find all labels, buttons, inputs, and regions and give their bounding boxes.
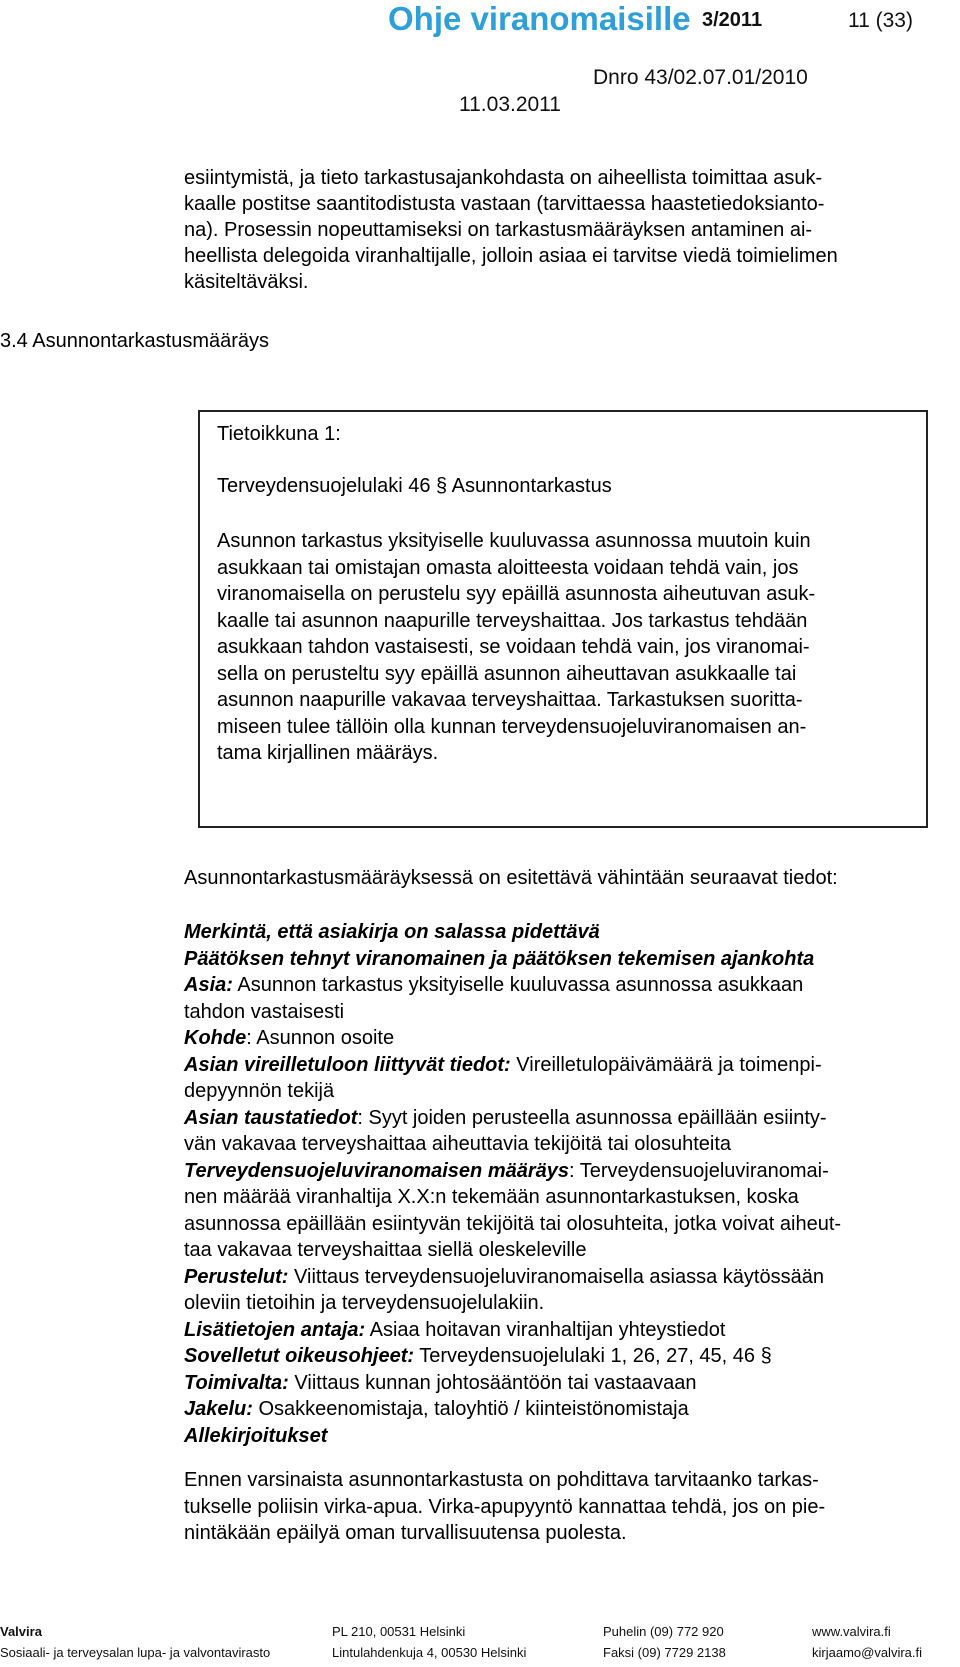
intro-line: heellista delegoida viranhaltijalle, jolloin asiaa ei tarvitse viedä toimielimen [184, 245, 838, 267]
info-box-line: viranomaisella on perustelu syy epäillä asunnosta aiheutuvan asuk- [217, 583, 816, 605]
field-text: asunnossa epäillään esiintyvän tekijöitä tai olosuhteita, jotka voivat aiheut- [184, 1212, 842, 1235]
field-row [184, 1370, 841, 1397]
issue-number: 3/2011 [702, 9, 763, 31]
info-box-line: asunnon naapurille vakavaa terveyshaittaa. Tarkastuksen suoritta- [217, 689, 803, 711]
info-box-line: asukkaan tai omistajan omasta aloitteesta voidaan tehdä vain, jos [217, 556, 799, 579]
field-text: : Asunnon osoite [246, 1027, 395, 1049]
field-label: Päätöksen tehnyt viranomainen ja päätöksen tekemisen ajankohta [184, 947, 815, 970]
field-label: Asian taustatiedot [184, 1106, 358, 1129]
field-row [184, 1396, 841, 1423]
intro-line: na). Prosessin nopeuttamiseksi on tarkastusmääräyksen antaminen ai- [184, 219, 813, 241]
field-text: tahdon vastaisesti [184, 1000, 345, 1023]
field-text: vän vakavaa terveyshaittaa aiheuttavia tekijöitä tai olosuhteita [184, 1133, 732, 1155]
field-row [184, 1423, 841, 1450]
field-text: Terveydensuojelulaki 1, 26, 27, 45, 46 § [414, 1345, 772, 1367]
info-box-line: kaalle tai asunnon naapurille terveyshaittaa. Jos tarkastus tehdään [217, 609, 808, 632]
info-box-paragraph [217, 528, 815, 767]
info-box-title: Tietoikkuna 1: [217, 423, 341, 445]
info-box-line: miseen tulee tällöin olla kunnan terveydensuojeluviranomaisen an- [217, 715, 807, 738]
field-text: oleviin tietoihin ja terveydensuojelulakiin. [184, 1292, 545, 1314]
field-label: Asian vireilletuloon liittyvät tiedot: [184, 1053, 511, 1076]
record-number: Dnro 43/02.07.01/2010 [593, 66, 808, 89]
field-label: Lisätietojen antaja: [184, 1318, 366, 1341]
footer-org-full: Sosiaali- ja terveysalan lupa- ja valvontavirasto [0, 1645, 271, 1660]
field-row [184, 1343, 841, 1370]
closing-line: Ennen varsinaista asunnontarkastusta on pohdittava tarvitaanko tarkas- [184, 1469, 819, 1491]
info-box-line: tama kirjallinen määräys. [217, 742, 439, 764]
field-row [184, 946, 841, 973]
field-text: Asunnon tarkastus yksityiselle kuuluvassa asunnossa asukkaan [232, 974, 804, 996]
field-row [184, 1158, 841, 1185]
info-box-line: asukkaan tahdon vastaisesti, se voidaan tehdä vain, jos viranomai- [217, 636, 810, 658]
info-box-line: sella on perusteltu syy epäillä asunnon aiheuttavan asukkaalle tai [217, 662, 797, 685]
field-label: Jakelu: [184, 1398, 253, 1420]
field-text: Viittaus kunnan johtosääntöön tai vastaavaan [288, 1371, 697, 1394]
footer-phone: Puhelin (09) 772 920 [603, 1624, 724, 1639]
closing-line: nintäkään epäilyä oman turvallisuutensa puolesta. [184, 1522, 627, 1544]
field-row [184, 1131, 841, 1158]
field-label: Toimivalta: [184, 1371, 289, 1394]
field-label: Kohde [184, 1027, 247, 1049]
closing-line: tukselle poliisin virka-apua. Virka-apupyyntö kannattaa tehdä, jos on pie- [184, 1495, 826, 1518]
section-heading: 3.4 Asunnontarkastusmääräys [0, 330, 270, 352]
field-text: Viittaus terveydensuojeluviranomaisella asiassa käytössään [288, 1265, 824, 1288]
field-label: Perustelut: [184, 1265, 289, 1288]
intro-line: esiintymistä, ja tieto tarkastusajankohdasta on aiheellista toimittaa asuk- [184, 167, 823, 189]
intro-paragraph [184, 165, 838, 295]
field-label: Asia: [184, 974, 233, 996]
info-box-line: Asunnon tarkastus yksityiselle kuuluvassa asunnossa muutoin kuin [217, 530, 811, 552]
footer-org: Valvira [0, 1624, 42, 1639]
field-text: taa vakavaa terveyshaittaa siellä oleskeleville [184, 1239, 587, 1261]
field-row [184, 1052, 841, 1079]
field-label: Sovelletut oikeusohjeet: [184, 1345, 415, 1367]
intro-line: käsiteltäväksi. [184, 271, 309, 293]
field-text: Vireilletulopäivämäärä ja toimenpi- [510, 1053, 822, 1076]
footer-po-box: PL 210, 00531 Helsinki [332, 1624, 466, 1639]
field-row [184, 999, 841, 1026]
info-box-law-reference: Terveydensuojelulaki 46 § Asunnontarkastus [217, 475, 612, 497]
field-row [184, 1317, 841, 1344]
page-number: 11 (33) [848, 9, 913, 32]
intro-line: kaalle postitse saantitodistusta vastaan (tarvittaessa haastetiedoksianto- [184, 193, 825, 215]
document-date: 11.03.2011 [459, 93, 561, 116]
field-text: : Terveydensuojeluviranomai- [569, 1159, 829, 1182]
footer-email-link[interactable]: kirjaamo@valvira.fi [812, 1645, 922, 1660]
field-row [184, 972, 841, 999]
field-label: Merkintä, että asiakirja on salassa pidettävä [184, 921, 600, 943]
closing-paragraph [184, 1467, 825, 1547]
field-row [184, 1211, 841, 1238]
field-row [184, 1264, 841, 1291]
field-row [184, 1025, 841, 1052]
field-row [184, 1184, 841, 1211]
required-fields-list [184, 919, 841, 1449]
field-label: Allekirjoitukset [184, 1424, 328, 1447]
field-row [184, 1105, 841, 1132]
footer-fax: Faksi (09) 7729 2138 [603, 1645, 726, 1660]
field-label: Terveydensuojeluviranomaisen määräys [184, 1159, 569, 1182]
requirements-intro: Asunnontarkastusmääräyksessä on esitettävä vähintään seuraavat tiedot: [184, 867, 838, 889]
field-text: Osakkeenomistaja, taloyhtiö / kiinteistönomistaja [252, 1398, 689, 1420]
field-text: : Syyt joiden perusteella asunnossa epäillään esiinty- [357, 1106, 827, 1129]
field-text: Asiaa hoitavan viranhaltijan yhteystiedot [365, 1318, 726, 1341]
field-row [184, 1290, 841, 1317]
field-row [184, 1237, 841, 1264]
field-row [184, 1078, 841, 1105]
document-title: Ohje viranomaisille [388, 0, 691, 37]
field-text: nen määrää viranhaltija X.X:n tekemään asunnontarkastuksen, koska [184, 1186, 799, 1208]
footer-website-link[interactable]: www.valvira.fi [812, 1624, 891, 1639]
footer-street-address: Lintulahdenkuja 4, 00530 Helsinki [332, 1645, 527, 1660]
field-row [184, 919, 841, 946]
field-text: depyynnön tekijä [184, 1080, 335, 1102]
